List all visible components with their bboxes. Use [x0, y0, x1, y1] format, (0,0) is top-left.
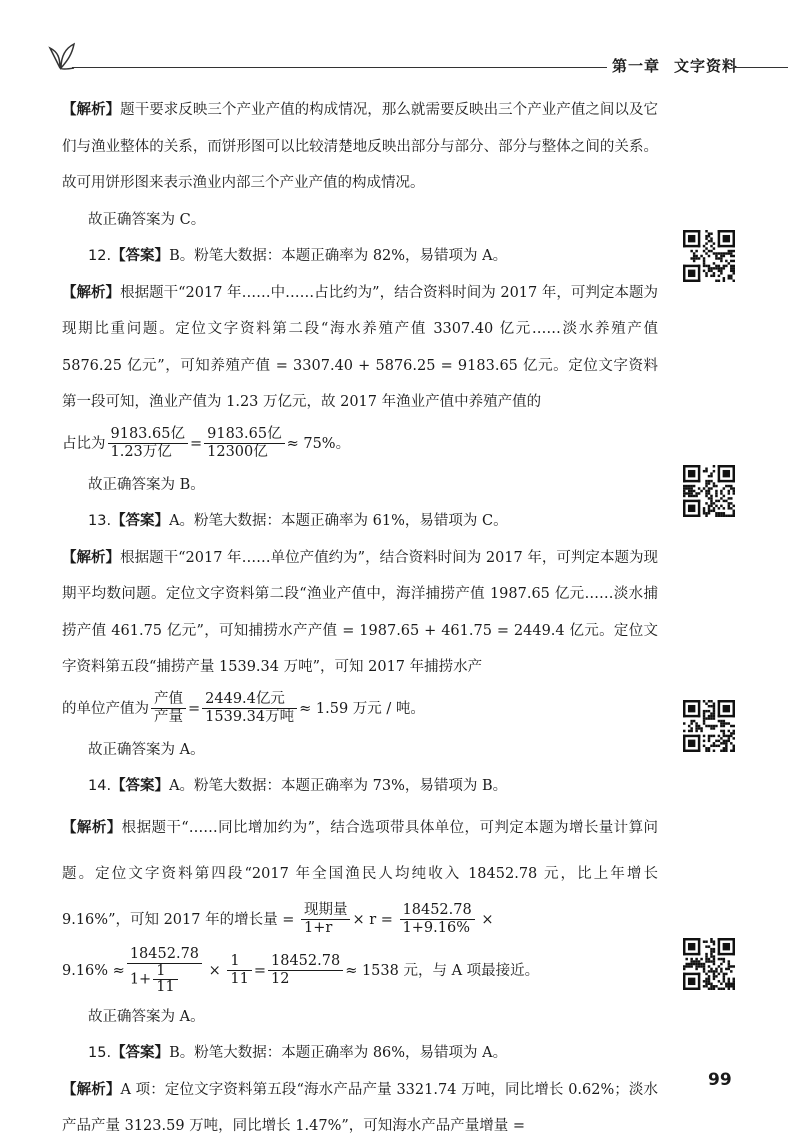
chapter-number: 第一章	[612, 57, 661, 75]
fraction	[151, 691, 186, 726]
question-number: 12.	[88, 248, 112, 264]
q12-formula	[62, 421, 658, 467]
answer-text: B。粉笔大数据：本题正确率为 82%，易错项为 A。	[169, 248, 508, 264]
fraction	[400, 902, 475, 937]
denominator: 1539.34万吨	[205, 709, 295, 725]
q11-conclusion: 故正确答案为 C。	[88, 211, 206, 228]
percent-term: 9.16% ≈	[62, 962, 125, 979]
denominator: 12300亿	[207, 444, 268, 460]
section-title: 文字资料	[674, 57, 739, 75]
formula-suffix: ≈ 75%。	[286, 435, 351, 452]
qr-code-icon[interactable]	[683, 465, 735, 517]
q13-answer	[62, 503, 658, 540]
numerator: 产值	[151, 691, 186, 709]
qr-code-icon[interactable]	[683, 700, 735, 752]
chapter-title	[612, 55, 738, 76]
numerator: 18452.78	[268, 953, 343, 971]
analysis-text: 根据题干“2017 年……中……占比约为”，结合资料时间为 2017 年，可判定本题为现期比重问题。定位文字资料第二段“海水养殖产值 3307.40 亿元……淡水养殖产值 5876.25 亿元”，可知养殖产值 = 3307.40 + 5876.25 = 9183.65 亿元。定位文字资料第一段可知，渔业产值为 1.23 万亿元，故 2017 年渔业产值中养殖产值的	[62, 284, 658, 410]
qr-code-icon[interactable]	[683, 230, 735, 282]
header-rule-right	[733, 67, 788, 68]
analysis-text: 根据题干“……同比增加约为”，结合选项带具体单位，可判定本题为增长量计算问题。定位文字资料第四段“2017 年全国渔民人均纯收入 18452.78 元，比上年增长 9.16%”，可知 2017 年的增长量 =	[62, 819, 659, 928]
answer-tag: 【答案】	[111, 778, 170, 794]
header-rule	[72, 67, 607, 68]
page-body	[62, 92, 658, 1145]
q15-analysis	[62, 1072, 658, 1145]
analysis-tag: 【解析】	[62, 819, 122, 836]
denominator: 11	[156, 979, 175, 995]
q11-analysis	[62, 92, 658, 202]
numerator: 9183.65亿	[108, 426, 188, 444]
answer-text: A。粉笔大数据：本题正确率为 61%，易错项为 C。	[169, 513, 508, 529]
denominator: 1+9.16%	[402, 920, 470, 936]
page-header	[0, 0, 800, 80]
fraction	[127, 946, 202, 995]
fraction	[227, 953, 251, 988]
q14-analysis	[62, 805, 658, 943]
q12-analysis	[62, 275, 658, 421]
analysis-text: A 项：定位文字资料第五段“海水产品产量 3321.74 万吨，同比增长 0.62%；淡水产品产量 3123.59 万吨，同比增长 1.47%”，可知海水产品产量增量 =	[62, 1081, 659, 1134]
times-sign: ×	[208, 962, 221, 979]
q14-conclusion: 故正确答案为 A。	[88, 1008, 205, 1025]
answer-tag: 【答案】	[111, 513, 170, 529]
denominator: 产量	[154, 709, 183, 725]
fraction	[204, 426, 284, 461]
q12-answer	[62, 238, 658, 275]
denominator-prefix: 1+	[129, 971, 152, 988]
denominator: 1+r	[303, 920, 333, 936]
fraction	[202, 691, 297, 726]
q14-formula	[62, 943, 658, 999]
formula-suffix: ≈ 1538 元，与 A 项最接近。	[345, 962, 540, 979]
numerator: 1	[227, 953, 251, 971]
denominator: 12	[271, 971, 290, 987]
numerator: 18452.78	[400, 902, 475, 920]
formula-suffix: ≈ 1.59 万元 / 吨。	[299, 700, 425, 717]
fraction	[301, 902, 351, 937]
answer-tag: 【答案】	[111, 248, 170, 264]
denominator: 11	[230, 971, 249, 987]
equals-sign: =	[188, 700, 201, 717]
numerator: 9183.65亿	[204, 426, 284, 444]
nested-fraction	[153, 964, 177, 995]
analysis-tag: 【解析】	[62, 1081, 121, 1098]
question-number: 15.	[88, 1045, 112, 1061]
q12-conclusion: 故正确答案为 B。	[88, 476, 205, 493]
numerator: 2449.4亿元	[202, 691, 297, 709]
q14-answer	[62, 768, 658, 805]
formula-prefix: 占比为	[62, 435, 106, 452]
times-sign: ×	[481, 911, 494, 928]
q15-answer	[62, 1035, 658, 1072]
question-number: 14.	[88, 778, 112, 794]
fraction	[108, 426, 188, 461]
analysis-text: 根据题干“2017 年……单位产值约为”，结合资料时间为 2017 年，可判定本题为现期平均数问题。定位文字资料第二段“渔业产值中，海洋捕捞产值 1987.65 亿元……淡水捕捞产值 461.75 亿元”，可知捕捞水产产值 = 1987.65 + 461.75 = 2449.4 亿元。定位文字资料第五段“捕捞产量 1539.34 万吨”，可知 2017 年捕捞水产	[62, 549, 658, 675]
numerator: 1	[153, 964, 177, 980]
equals-sign: =	[189, 435, 203, 452]
analysis-tag: 【解析】	[62, 102, 121, 118]
times-r: × r =	[352, 911, 393, 928]
qr-code-icon[interactable]	[683, 938, 735, 990]
answer-text: A。粉笔大数据：本题正确率为 73%，易错项为 B。	[169, 778, 508, 794]
fraction	[268, 953, 343, 988]
q13-conclusion: 故正确答案为 A。	[88, 741, 205, 758]
analysis-text: 题干要求反映三个产业产值的构成情况，那么就需要反映出三个产业产值之间以及它们与渔业整体的关系，而饼形图可以比较清楚地反映出部分与部分、部分与整体之间的关系。故可用饼形图来表示渔业内部三个产业产值的构成情况。	[62, 102, 659, 191]
equals-sign: =	[253, 962, 266, 979]
formula-prefix: 的单位产值为	[62, 700, 149, 717]
answer-text: B。粉笔大数据：本题正确率为 86%，易错项为 A。	[169, 1045, 508, 1061]
page-number: 99	[708, 1070, 732, 1090]
denominator	[127, 964, 202, 995]
denominator: 1.23万亿	[110, 444, 172, 460]
numerator: 18452.78	[127, 946, 202, 964]
numerator: 现期量	[301, 902, 351, 920]
q13-analysis	[62, 540, 658, 686]
analysis-tag: 【解析】	[62, 284, 121, 301]
analysis-tag: 【解析】	[62, 549, 121, 566]
q13-formula	[62, 686, 658, 732]
answer-tag: 【答案】	[111, 1045, 170, 1061]
question-number: 13.	[88, 513, 112, 529]
